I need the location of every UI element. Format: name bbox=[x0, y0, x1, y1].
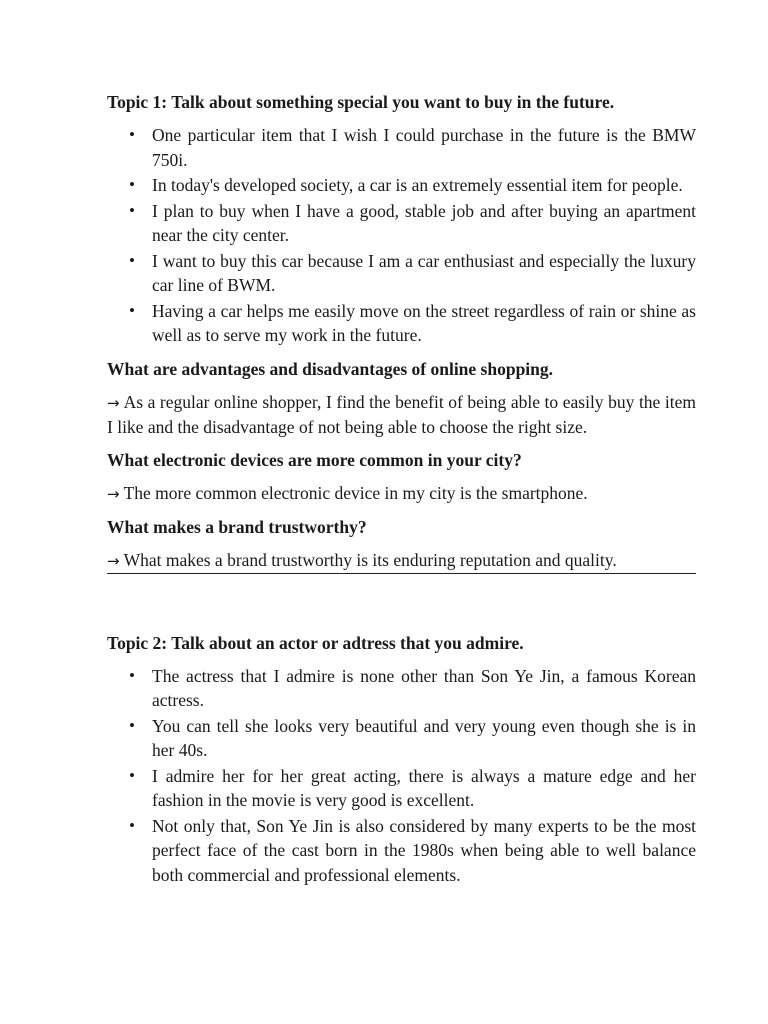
bullet-text: You can tell she looks very beautiful and very young even though she is in her 40s. bbox=[152, 715, 696, 760]
list-item bbox=[107, 199, 696, 248]
bullet-text: One particular item that I wish I could purchase in the future is the BMW 750i. bbox=[152, 125, 696, 170]
bullet-text: In today's developed society, a car is an extremely essential item for people. bbox=[152, 175, 683, 195]
list-item bbox=[107, 664, 696, 713]
answer-text: The more common electronic device in my city is the smartphone. bbox=[123, 482, 588, 503]
bullet-text: I want to buy this car because I am a car enthusiast and especially the luxury car line of BWM. bbox=[152, 250, 696, 295]
answer-text: What makes a brand trustworthy is its enduring reputation and quality. bbox=[123, 549, 617, 570]
answer-text: As a regular online shopper, I find the benefit of being able to easily buy the item I like and the disadvantage of not being able to choose the right size. bbox=[107, 391, 696, 437]
bullet-text: I plan to buy when I have a good, stable job and after buying an apartment near the city center. bbox=[152, 200, 696, 245]
bullet-icon: • bbox=[129, 815, 135, 835]
answer-online-shopping bbox=[107, 390, 696, 439]
topic-1-title: Topic 1: Talk about something special you want to buy in the future. bbox=[107, 92, 615, 112]
answer-brand-trustworthy bbox=[107, 548, 696, 574]
question-online-shopping: What are advantages and disadvantages of online shopping. bbox=[107, 358, 554, 379]
bullet-icon: • bbox=[129, 250, 135, 270]
section-spacer bbox=[107, 583, 696, 631]
list-item bbox=[107, 714, 696, 763]
bullet-icon: • bbox=[129, 300, 135, 320]
arrow-right-icon: → bbox=[107, 393, 120, 412]
bullet-icon: • bbox=[129, 175, 135, 194]
question-brand-trustworthy: What makes a brand trustworthy? bbox=[107, 516, 367, 537]
bullet-icon: • bbox=[129, 125, 135, 144]
list-item bbox=[107, 814, 696, 888]
bullet-text: The actress that I admire is none other than Son Ye Jin, a famous Korean actress. bbox=[152, 665, 696, 710]
topic-1-bullet-list bbox=[107, 123, 696, 348]
bullet-icon: • bbox=[129, 715, 135, 735]
arrow-right-icon: → bbox=[107, 551, 120, 570]
list-item bbox=[107, 173, 696, 198]
list-item bbox=[107, 299, 696, 348]
answer-electronic-devices bbox=[107, 481, 696, 506]
bullet-text: I admire her for her great acting, there is always a mature edge and her fashion in the movie is very good is excellent. bbox=[152, 765, 696, 810]
document-page bbox=[107, 90, 696, 896]
list-item bbox=[107, 764, 696, 813]
bullet-text: Having a car helps me easily move on the street regardless of rain or shine as well as to serve my work in the future. bbox=[152, 300, 696, 345]
question-electronic-devices: What electronic devices are more common in your city? bbox=[107, 449, 522, 470]
arrow-right-icon: → bbox=[107, 484, 120, 503]
bullet-text: Not only that, Son Ye Jin is also considered by many experts to be the most perfect face of the cast born in the 1980s when being able to well balance both commercial and professional elements. bbox=[152, 815, 696, 885]
topic-2-bullet-list bbox=[107, 664, 696, 888]
bullet-icon: • bbox=[129, 200, 135, 220]
list-item bbox=[107, 249, 696, 298]
bullet-icon: • bbox=[129, 765, 135, 785]
bullet-icon: • bbox=[129, 665, 135, 685]
topic-2-title: Topic 2: Talk about an actor or adtress that you admire. bbox=[107, 632, 524, 653]
list-item bbox=[107, 123, 696, 172]
